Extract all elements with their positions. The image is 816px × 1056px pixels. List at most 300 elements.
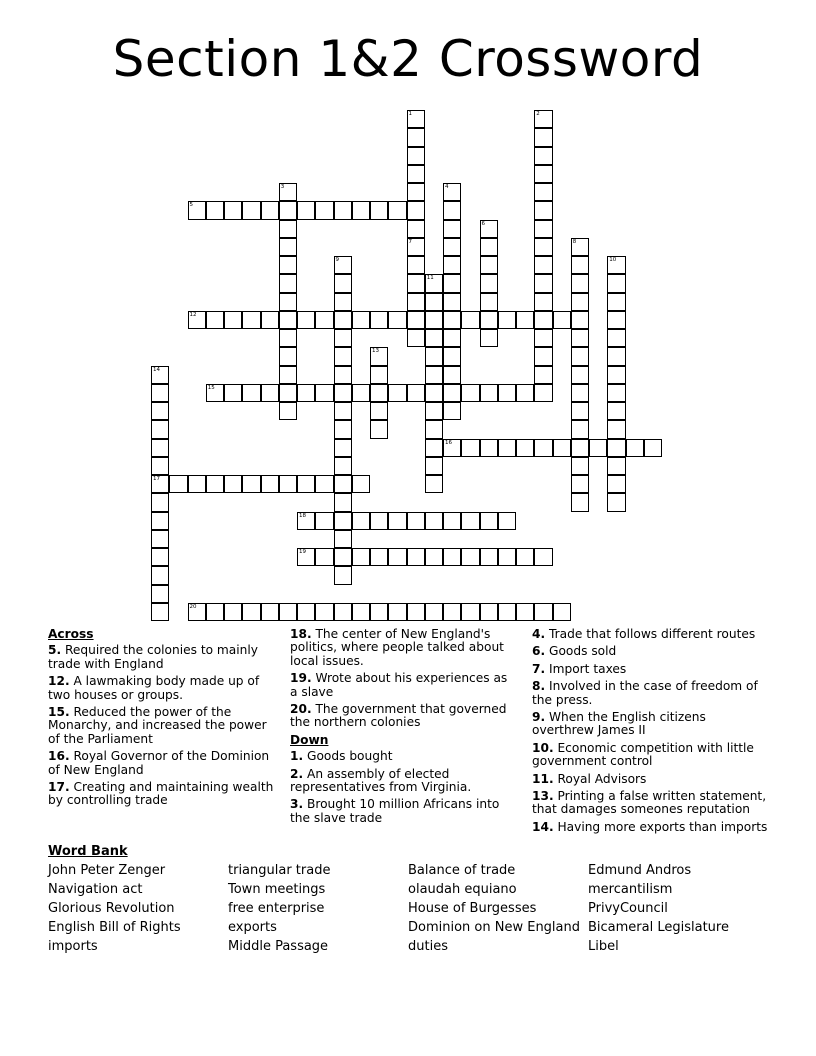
grid-cell[interactable] [534,183,552,201]
grid-cell[interactable] [407,165,425,183]
grid-cell[interactable] [425,384,443,402]
grid-cell[interactable] [571,274,589,292]
grid-cell[interactable] [571,420,589,438]
grid-cell[interactable] [151,457,169,475]
grid-cell[interactable] [206,603,224,621]
grid-cell[interactable] [352,512,370,530]
grid-cell[interactable] [407,274,425,292]
grid-cell[interactable] [571,256,589,274]
grid-cell[interactable] [443,512,461,530]
grid-cell[interactable] [407,293,425,311]
grid-cell[interactable] [534,147,552,165]
grid-cell[interactable] [388,512,406,530]
word-bank-item: Navigation act [48,882,143,897]
clue-number: 13 [372,348,379,355]
grid-cell[interactable] [279,293,297,311]
grid-cell[interactable] [480,439,498,457]
grid-cell[interactable] [334,347,352,365]
grid-cell[interactable] [315,384,333,402]
clue-number: 18 [299,512,306,519]
grid-cell[interactable] [553,311,571,329]
grid-cell[interactable] [151,548,169,566]
grid-cell[interactable] [151,566,169,584]
grid-cell[interactable] [279,347,297,365]
grid-cell[interactable] [443,548,461,566]
grid-cell[interactable] [279,256,297,274]
word-bank-item: free enterprise [228,901,325,916]
clue-number: 14 [153,366,160,373]
clue-across-15: 15. Reduced the power of the Monarchy, and increased the power of the Parliament [48,705,267,746]
grid-cell[interactable] [534,311,552,329]
word-bank-item: Town meetings [228,882,326,897]
grid-cell[interactable] [297,384,315,402]
grid-cell[interactable] [425,274,443,292]
clues-column-1 [48,628,276,812]
clue-across-19: 19. Wrote about his experiences as a slave [290,671,508,699]
grid-cell[interactable] [151,402,169,420]
grid-cell[interactable] [498,512,516,530]
clue-across-5: 5. Required the colonies to mainly trade with England [48,643,258,671]
grid-cell[interactable] [425,329,443,347]
word-bank-item: Edmund Andros [588,863,692,878]
puzzle-title: Section 1&2 Crossword [112,30,704,88]
grid-cell[interactable] [297,512,315,530]
grid-cell[interactable] [370,201,388,219]
grid-cell[interactable] [279,220,297,238]
grid-cell[interactable] [188,603,206,621]
grid-cell[interactable] [315,475,333,493]
grid-cell[interactable] [407,220,425,238]
grid-cell[interactable] [242,384,260,402]
grid-cell[interactable] [534,165,552,183]
grid-cell[interactable] [534,201,552,219]
grid-cell[interactable] [407,548,425,566]
grid-cell[interactable] [461,384,479,402]
grid-cell[interactable] [407,183,425,201]
grid-cell[interactable] [388,384,406,402]
grid-cell[interactable] [607,311,625,329]
grid-cell[interactable] [297,603,315,621]
grid-cell[interactable] [151,420,169,438]
grid-cell[interactable] [334,603,352,621]
grid-cell[interactable] [516,548,534,566]
clue-down-9: 9. When the English citizens overthrew James II [532,710,706,738]
grid-cell[interactable] [480,548,498,566]
grid-cell[interactable] [206,311,224,329]
clue-across-20: 20. The government that governed the northern colonies [290,702,507,730]
grid-cell[interactable] [315,548,333,566]
word-bank-item: Glorious Revolution [48,901,175,916]
grid-cell[interactable] [626,439,644,457]
grid-cell[interactable] [443,402,461,420]
grid-cell[interactable] [151,603,169,621]
grid-cell[interactable] [498,603,516,621]
grid-cell[interactable] [188,201,206,219]
grid-cell[interactable] [315,603,333,621]
word-bank-item: imports [48,939,98,954]
across-heading: Across [48,627,94,641]
grid-cell[interactable] [516,384,534,402]
grid-cell[interactable] [334,439,352,457]
grid-cell[interactable] [607,293,625,311]
word-bank-item: olaudah equiano [408,882,517,897]
grid-cell[interactable] [425,311,443,329]
clue-down-10: 10. Economic competition with little government control [532,740,754,769]
word-bank-item: Bicameral Legislature [588,920,729,935]
grid-cell[interactable] [443,220,461,238]
grid-cell[interactable] [498,439,516,457]
word-bank-item: PrivyCouncil [588,901,668,916]
grid-cell[interactable] [370,347,388,365]
word-bank-item: exports [228,920,277,935]
clue-down-1: 1. Goods bought [290,749,393,764]
grid-cell[interactable] [498,384,516,402]
grid-cell[interactable] [407,329,425,347]
grid-cell[interactable] [151,585,169,603]
grid-cell[interactable] [607,384,625,402]
grid-cell[interactable] [461,512,479,530]
grid-cell[interactable] [334,475,352,493]
grid-cell[interactable] [480,256,498,274]
grid-cell[interactable] [571,293,589,311]
grid-cell[interactable] [571,493,589,511]
grid-cell[interactable] [334,201,352,219]
grid-cell[interactable] [461,439,479,457]
grid-cell[interactable] [352,201,370,219]
clues-column-2 [290,628,518,829]
grid-cell[interactable] [352,548,370,566]
grid-cell[interactable] [534,347,552,365]
grid-cell[interactable] [443,311,461,329]
grid-cell[interactable] [352,475,370,493]
grid-cell[interactable] [443,201,461,219]
grid-cell[interactable] [480,238,498,256]
clue-across-18: 18. The center of New England's politics, where people talked about local issues. [290,627,504,668]
grid-cell[interactable] [242,201,260,219]
grid-cell[interactable] [443,238,461,256]
grid-cell[interactable] [607,493,625,511]
clue-down-13: 13. Printing a false written statement, that damages someones reputation [532,789,767,817]
grid-cell[interactable] [352,603,370,621]
grid-cell[interactable] [407,147,425,165]
grid-cell[interactable] [261,201,279,219]
grid-cell[interactable] [297,311,315,329]
grid-cell[interactable] [315,201,333,219]
grid-cell[interactable] [224,384,242,402]
grid-cell[interactable] [480,603,498,621]
clue-number: 7 [408,238,412,245]
word-bank-item: duties [408,939,448,954]
grid-cell[interactable] [425,347,443,365]
clue-down-8: 8. Involved in the case of freedom of the press. [532,679,758,707]
grid-cell[interactable] [370,603,388,621]
grid-cell[interactable] [188,475,206,493]
grid-cell[interactable] [607,475,625,493]
grid-cell[interactable] [407,512,425,530]
grid-cell[interactable] [242,311,260,329]
grid-cell[interactable] [480,384,498,402]
grid-cell[interactable] [388,548,406,566]
grid-cell[interactable] [571,311,589,329]
grid-cell[interactable] [169,475,187,493]
grid-cell[interactable] [425,402,443,420]
clue-down-4: 4. Trade that follows different routes [532,627,756,641]
grid-cell[interactable] [151,366,169,384]
word-bank-item: mercantilism [588,882,673,897]
grid-cell[interactable] [553,603,571,621]
grid-cell[interactable] [425,420,443,438]
word-bank-item: Balance of trade [408,863,516,878]
grid-cell[interactable] [297,475,315,493]
grid-cell[interactable] [388,311,406,329]
grid-cell[interactable] [425,548,443,566]
grid-cell[interactable] [407,201,425,219]
grid-cell[interactable] [461,603,479,621]
grid-cell[interactable] [388,603,406,621]
clue-number: 8 [572,238,577,245]
clue-down-14: 14. Having more exports than imports [532,819,768,834]
grid-cell[interactable] [188,311,206,329]
grid-cell[interactable] [279,384,297,402]
grid-cell[interactable] [425,457,443,475]
grid-cell[interactable] [607,420,625,438]
grid-cell[interactable] [224,311,242,329]
clue-number: 9 [335,257,339,263]
clue-number: 12 [189,311,197,318]
grid-cell[interactable] [571,457,589,475]
grid-cell[interactable] [607,274,625,292]
grid-cell[interactable] [370,366,388,384]
clue-number: 19 [299,549,306,555]
grid-cell[interactable] [534,220,552,238]
grid-cell[interactable] [297,548,315,566]
grid-cell[interactable] [534,366,552,384]
grid-cell[interactable] [224,475,242,493]
grid-cell[interactable] [443,183,461,201]
grid-cell[interactable] [425,475,443,493]
grid-cell[interactable] [534,293,552,311]
grid-cell[interactable] [407,603,425,621]
grid-cell[interactable] [443,256,461,274]
grid-cell[interactable] [279,603,297,621]
grid-cell[interactable] [151,530,169,548]
grid-cell[interactable] [443,293,461,311]
grid-cell[interactable] [334,457,352,475]
grid-cell[interactable] [370,402,388,420]
grid-cell[interactable] [279,201,297,219]
grid-cell[interactable] [334,420,352,438]
grid-cell[interactable] [334,402,352,420]
grid-cell[interactable] [334,293,352,311]
grid-cell[interactable] [571,329,589,347]
grid-cell[interactable] [370,548,388,566]
grid-cell[interactable] [607,366,625,384]
grid-cell[interactable] [352,384,370,402]
clue-number: 10 [609,257,617,263]
grid-cell[interactable] [334,366,352,384]
grid-cell[interactable] [279,366,297,384]
grid-cell[interactable] [151,384,169,402]
grid-cell[interactable] [425,366,443,384]
grid-cell[interactable] [571,384,589,402]
grid-cell[interactable] [334,512,352,530]
grid-cell[interactable] [261,384,279,402]
word-bank-item: John Peter Zenger [48,863,166,878]
grid-cell[interactable] [407,110,425,128]
grid-cell[interactable] [461,311,479,329]
grid-cell[interactable] [206,201,224,219]
grid-cell[interactable] [534,110,552,128]
grid-cell[interactable] [224,603,242,621]
grid-cell[interactable] [279,183,297,201]
grid-cell[interactable] [607,439,625,457]
clue-down-6: 6. Goods sold [532,644,617,659]
grid-cell[interactable] [480,274,498,292]
grid-cell[interactable] [607,329,625,347]
grid-cell[interactable] [571,366,589,384]
clue-number: 5 [189,202,193,209]
grid-cell[interactable] [425,603,443,621]
clue-number: 2 [536,111,540,117]
grid-cell[interactable] [352,311,370,329]
grid-cell[interactable] [553,439,571,457]
grid-cell[interactable] [315,512,333,530]
grid-cell[interactable] [425,293,443,311]
grid-cell[interactable] [261,475,279,493]
grid-cell[interactable] [534,128,552,146]
down-heading: Down [290,732,329,747]
grid-cell[interactable] [498,311,516,329]
grid-cell[interactable] [151,493,169,511]
clue-number: 16 [445,439,452,446]
grid-cell[interactable] [334,384,352,402]
grid-cell[interactable] [242,475,260,493]
grid-cell[interactable] [534,256,552,274]
grid-cell[interactable] [571,402,589,420]
grid-cell[interactable] [571,439,589,457]
grid-cell[interactable] [425,512,443,530]
grid-cell[interactable] [279,329,297,347]
grid-cell[interactable] [224,201,242,219]
grid-cell[interactable] [534,274,552,292]
grid-cell[interactable] [334,566,352,584]
clue-across-17: 17. Creating and maintaining wealth by controlling trade [48,780,274,808]
grid-cell[interactable] [297,201,315,219]
grid-cell[interactable] [443,329,461,347]
grid-cell[interactable] [480,220,498,238]
grid-cell[interactable] [498,548,516,566]
grid-cell[interactable] [407,384,425,402]
grid-cell[interactable] [480,293,498,311]
clue-number: 15 [207,384,215,391]
grid-cell[interactable] [261,603,279,621]
grid-cell[interactable] [334,256,352,274]
grid-cell[interactable] [407,311,425,329]
grid-cell[interactable] [242,603,260,621]
grid-cell[interactable] [607,402,625,420]
grid-cell[interactable] [151,439,169,457]
grid-cell[interactable] [279,475,297,493]
grid-cell[interactable] [407,256,425,274]
grid-cell[interactable] [589,439,607,457]
grid-cell[interactable] [315,311,333,329]
grid-cell[interactable] [407,128,425,146]
grid-cell[interactable] [534,329,552,347]
grid-cell[interactable] [370,420,388,438]
grid-cell[interactable] [206,384,224,402]
grid-cell[interactable] [516,439,534,457]
clue-down-2: 2. An assembly of elected representatives from Virginia. [290,766,472,795]
grid-cell[interactable] [607,347,625,365]
word-bank-item: Libel [588,939,619,954]
grid-cell[interactable] [443,439,461,457]
grid-cell[interactable] [607,256,625,274]
word-bank-item: triangular trade [228,863,331,878]
grid-cell[interactable] [644,439,662,457]
grid-cell[interactable] [571,347,589,365]
grid-cell[interactable] [607,457,625,475]
grid-cell[interactable] [334,311,352,329]
word-bank-item: Dominion on New England [408,920,581,935]
grid-cell[interactable] [443,384,461,402]
grid-cell[interactable] [534,548,552,566]
clue-number: 6 [481,220,485,227]
grid-cell[interactable] [151,512,169,530]
grid-cell[interactable] [279,402,297,420]
grid-cell[interactable] [334,329,352,347]
grid-cell[interactable] [534,238,552,256]
grid-cell[interactable] [443,347,461,365]
grid-cell[interactable] [571,475,589,493]
grid-cell[interactable] [370,384,388,402]
grid-cell[interactable] [261,311,279,329]
grid-cell[interactable] [279,311,297,329]
grid-cell[interactable] [516,603,534,621]
grid-cell[interactable] [516,311,534,329]
grid-cell[interactable] [334,548,352,566]
grid-cell[interactable] [443,274,461,292]
grid-cell[interactable] [443,366,461,384]
clue-down-3: 3. Brought 10 million Africans into the slave trade [290,797,500,825]
clue-across-16: 16. Royal Governor of the Dominion of New England [48,749,270,777]
grid-cell[interactable] [534,439,552,457]
grid-cell[interactable] [480,311,498,329]
grid-cell[interactable] [279,238,297,256]
grid-cell[interactable] [534,603,552,621]
grid-cell[interactable] [425,439,443,457]
grid-cell[interactable] [571,238,589,256]
grid-cell[interactable] [151,475,169,493]
word-bank-item: English Bill of Rights [48,920,181,935]
grid-cell[interactable] [370,512,388,530]
grid-cell[interactable] [480,512,498,530]
grid-cell[interactable] [534,384,552,402]
grid-cell[interactable] [443,603,461,621]
grid-cell[interactable] [407,238,425,256]
grid-cell[interactable] [480,329,498,347]
grid-cell[interactable] [334,274,352,292]
grid-cell[interactable] [334,493,352,511]
clue-down-11: 11. Royal Advisors [532,771,647,786]
grid-cell[interactable] [206,475,224,493]
clues-column-3 [532,628,768,838]
grid-cell[interactable] [279,274,297,292]
grid-cell[interactable] [370,311,388,329]
word-bank-item: Middle Passage [228,939,329,954]
grid-cell[interactable] [334,530,352,548]
grid-cell[interactable] [461,548,479,566]
grid-cell[interactable] [388,201,406,219]
